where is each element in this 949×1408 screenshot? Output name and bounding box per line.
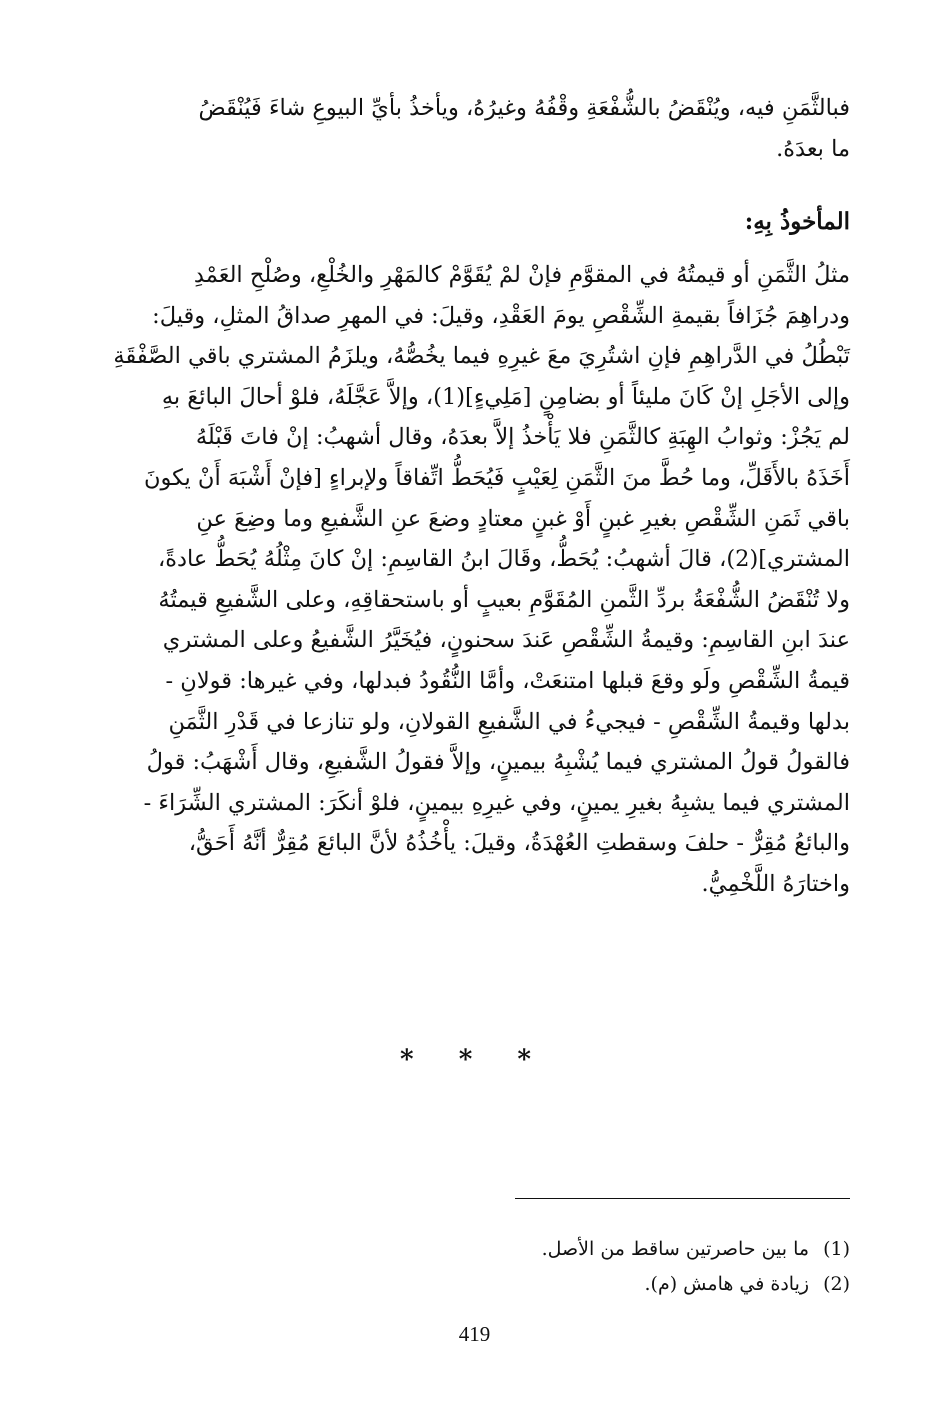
footnote [350,1267,850,1302]
text-line: باقي ثَمَنِ الشِّقْصِ بغيرِ غبنٍ أَوْ غبنٍ معتادٍ وضعَ عنِ الشَّفيعِ وما وضِعَ عنِ [196,505,850,532]
footnote-text: ما بين حاصرتين ساقط من الأصل. [541,1238,810,1260]
footnote-text: زيادة في هامش (م). [644,1273,810,1295]
text-line: فالقولُ قولُ المشتري فيما يُشْبِهُ بيمينٍ، وإلاَّ فقولُ الشَّفيعِ، وقال أَشْهَبُ: قولُ [146,749,850,776]
text-line: واختارَهُ اللَّخْمِيُّ. [701,870,850,897]
section-heading: المأخوذُ بِهِ: [744,208,850,235]
text-line: ولا تُنْقَضُ الشُّفْعَةُ بردِّ الثَّمنِ المُقَوَّمِ بعيبٍ أو باستحقاقِهِ، وعلى الشَّفيعِ قيمتُهُ [158,586,850,613]
text-line: أَخَذَهُ بالأَقَلِّ، وما حُطَّ منَ الثَّمَنِ لِعَيْبٍ فَيُحَطُّ اتِّفاقاً ولإبراءٍ [فإنْ أَشْبَهَ أَنْ يكونَ [143,464,850,491]
text-line: ودراهِمَ جُزَافاً بقيمةِ الشِّقْصِ يومَ العَقْدِ، وقيلَ: في المهرِ صداقُ المثلِ، وقيلَ: [152,302,850,329]
page-number: 419 [458,1322,491,1346]
intro-paragraph [100,88,850,169]
text-line: فبالثَّمَنِ فيه، ويُنْقَضُ بالشُّفْعَةِ وقْفُهُ وغيرُهُ، ويأخذُ بأيِّ البيوعِ شاءَ فَيُنْقَضُ [198,95,850,121]
body-paragraph [100,255,850,905]
text-line: وإلى الأجَلِ إنْ كَانَ مليئاً أو بضامِنٍ [مَلِيءٍ](1)، وإلاَّ عَجَّلَهُ، فلوْ أحالَ البائعَ بهِ [161,383,850,410]
text-line: قيمةُ الشِّقْصِ ولَو وقعَ قبلها امتنعَتْ، وأمَّا النُّقُودُ فبدلها، وفي غيرها: قولانِ - [165,667,850,694]
text-line: المشتري](2)، قالَ أشهبُ: يُحَطُّ، وقَالَ ابنُ القاسِمِ: إنْ كانَ مِثْلُهُ يُحَطُّ عادةً، [157,546,850,573]
footnotes [350,1232,850,1302]
text-line: تَبْطُلُ في الدَّراهِمِ فإنِ اشتُرِيَ معَ غيرِهِ فيما يخُصُّهُ، ويلزَمُ المشتري باقي الصَّفْقَةِ [113,343,850,370]
text-line: المشتري فيما يشبِهُ بغيرِ يمينٍ، وفي غيرِهِ بيمينٍ، فلوْ أنكَرَ: المشتري الشِّرَاءَ - [143,789,850,816]
text-line: لم يَجُزْ: وثوابُ الهِبَةِ كالثَّمَنِ فلا يَأْخذُ إلاَّ بعدَهُ، وقال أشهبُ: إنْ فاتَ قَبْلَهُ [195,424,850,451]
footnote-number: (1) [823,1238,850,1260]
text-line: ما بعدَهُ. [776,135,850,162]
footnote-number: (2) [823,1273,850,1295]
text-line: بدلها وقيمةُ الشِّقْصِ - فيجيءُ في الشَّفيعِ القولانِ، ولو تنازعا في قَدْرِ الثَّمَنِ [168,708,850,735]
text-line: مثلُ الثَّمَنِ أو قيمتُهُ في المقوَّمِ فإنْ لمْ يُقَوَّمْ كالمَهْرِ والخُلْعِ، وصُلْحِ العَمْدِ [193,262,850,288]
footnote [350,1232,850,1267]
section-separator: * * * [400,1045,549,1075]
footnote-divider [515,1198,850,1199]
text-line: والبائعُ مُقِرٌّ - حلفَ وسقطتِ العُهْدَةُ، وقيلَ: يأْخُذُهُ لأنَّ البائعَ مُقِرٌّ أنَّهُ أَحَقُّ، [188,830,850,857]
text-line: عندَ ابنِ القاسِمِ: وقيمةُ الشِّقْصِ عَندَ سحنونٍ، فيُخَيَّرُ الشَّفيعُ وعلى المشتري [162,627,850,654]
